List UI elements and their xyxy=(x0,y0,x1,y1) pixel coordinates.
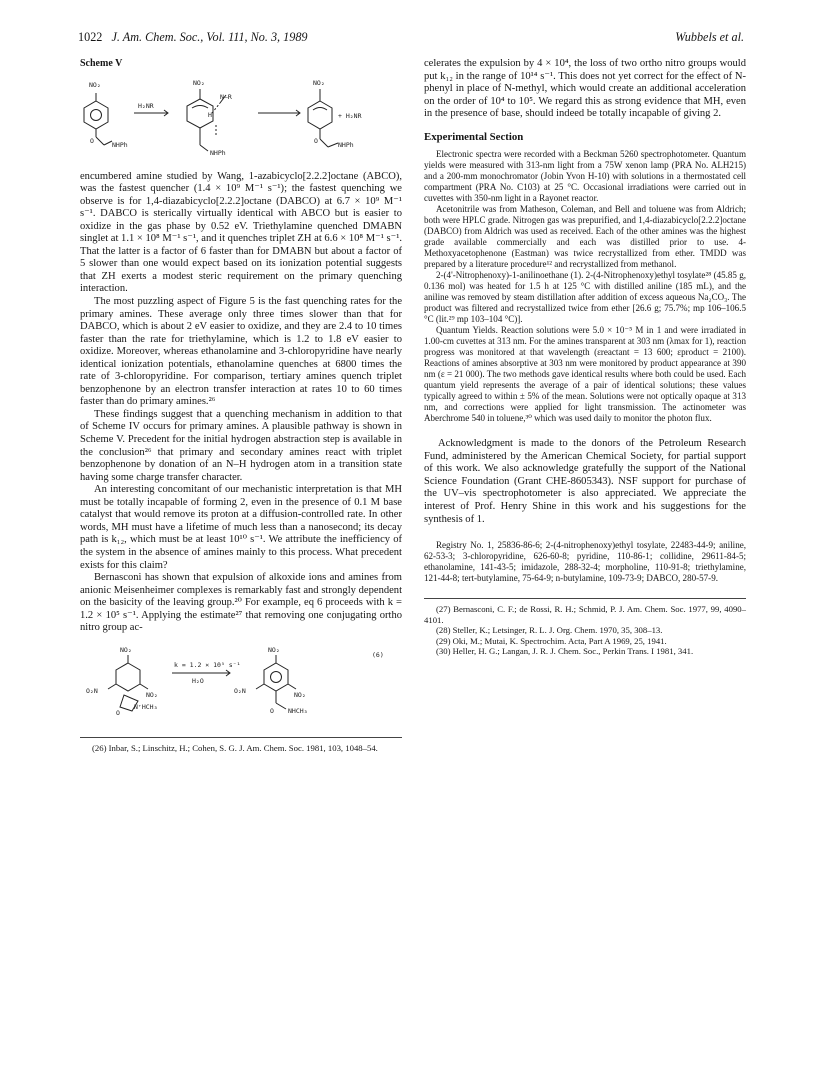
left-paragraph-4: An interesting concomitant of our mechanistic interpretation is that MH must be totally incapable of forming 2, even in the presence of 0.1 M base catalyst that would remove its proton at a diffusion-controlled rate. In other words, MH must have a lifetime of much less than a nanosecond; its decay path is k₁₂, which must be at least 10¹⁰ s⁻¹. We attribute the inefficiency of the system in the absence of amines mainly to this process. What precedent exists for this claim? xyxy=(80,484,402,571)
scheme-label: Scheme V xyxy=(80,58,123,69)
scheme-no2-label-2: NO₂ xyxy=(193,78,205,87)
scheme-ring-1-aromatic xyxy=(91,109,102,120)
eq-nhch3: NHCH₃ xyxy=(288,706,308,715)
experimental-paragraph-2: Acetonitrile was from Matheson, Coleman, and Bell and toluene was from Aldrich; both were HPLC grade. Nitrogen gas was prepurified, and 1,4-diazabicyclo[2.2.2]octane (DABCO) from Aldrich was used as received. Each of the other amines was the highest grade available commercially and each was distilled prior to use. 4-Methoxyacetophenone (Eastman) was twice recrystallized from ether. TMDD was prepared by a literature procedure¹² and recrystallized from methanol. xyxy=(424,204,746,270)
left-paragraph-5: Bernasconi has shown that expulsion of alkoxide ions and amines from anionic Meisenheimer complexes is remarkably fast and strongly dependent on the basicity of the leaving group.²⁰ For example, eq 6 proceeds with k = 1.2 × 10⁵ s⁻¹. Applying the estimate²⁷ that removing one conjugating ortho nitro group ac- xyxy=(80,572,402,634)
footnote-27: (27) Bernasconi, C. F.; de Rossi, R. H.; Schmid, P. J. Am. Chem. Soc. 1977, 99, 4090–4101. xyxy=(424,604,746,625)
eq-no2-top-1: NO₂ xyxy=(120,645,132,654)
eq-o2n-1: O₂N xyxy=(86,686,98,695)
left-paragraph-2: The most puzzling aspect of Figure 5 is the fast quenching rates for the primary amines. These average only three times slower than that for DABCO, which is about 2 eV easier to oxidize, and they are 2.4 to 10 times faster than the rate for triethylamine, which is 1.2 to 1.8 eV easier to oxidize. Moreover, whereas ethanolamine and 3-chloropyridine have nearly identical ionization potentials, ethanolamine quenches at 6800 times the rate of 3-chloropyridine. For comparison, tertiary amines quench triplet benzophenone by an electron transfer interaction at rates 10 to 60 times faster than do primary amines.²⁶ xyxy=(80,296,402,408)
registry-numbers xyxy=(424,540,746,584)
scheme-plus-reagent-label: + H₂NR xyxy=(338,111,362,120)
eq-o2n-2: O₂N xyxy=(234,686,246,695)
experimental-heading: Experimental Section xyxy=(424,130,524,143)
eq-number: (6) xyxy=(372,650,384,659)
right-footnotes xyxy=(424,598,746,657)
scheme-h-label: H xyxy=(208,110,212,119)
scheme-nhph-label-1: NHPh xyxy=(112,140,128,149)
scheme-v-figure xyxy=(76,73,402,165)
eq-nch3: N⁺HCH₃ xyxy=(134,702,158,711)
eq-o-1: O xyxy=(116,708,120,717)
eq-ring-2 xyxy=(264,663,288,691)
right-paragraph-1: celerates the expulsion by 4 × 10⁴, the loss of two ortho nitro groups would put k₁₂ in the range of 10¹⁴ s⁻¹. This does not yet correct for the effect of N-phenyl in place of N-methyl, which would create an additional acceleration on the order of 10⁴ to 10⁵. We regard this as strong evidence that MH, even in the presence of base, should indeed be totally incapable of giving 2. xyxy=(424,58,746,120)
footnote-28: (28) Steller, K.; Letsinger, R. L. J. Org. Chem. 1970, 35, 308–13. xyxy=(436,625,663,636)
scheme-o-label-3: O xyxy=(314,136,318,145)
eq-ring-1 xyxy=(116,663,140,691)
left-paragraph-3: These findings suggest that a quenching mechanism in addition to that of Scheme IV occurs for primary amines. A plausible pathway is shown in Scheme V. Precedent for the initial hydrogen abstraction step is available in the conclusion²⁶ that primary and secondary amines react with triplet benzophenone by donation of an N–H hydrogen atom in a transition state having some charge transfer character. xyxy=(80,408,402,483)
experimental-paragraph-4: Quantum Yields. Reaction solutions were 5.0 × 10⁻⁵ M in 1 and were irradiated in 1.00-cm cuvettes at 313 nm. For the amines transparent at 303 nm (λmax for 1), reaction progress was monitored at that wavelength (εreactant = 13 600; εproduct = 2100). Reactions of amines absorptive at 303 nm were monitored by product appearance at 390 nm (ε = 21 000). The two methods gave identical results where both could be used. Each quantum yield represents the average of a pair of identical solutions; these values typically agreed to within ± 5% of the mean. Solutions were not optically opaque at 313 nm, and corrections were applied for light transmission. The actinometer was Aberchrome 540 in toluene,³⁰ which was used daily to monitor the photon flux. xyxy=(424,325,746,424)
left-paragraph-1: encumbered amine studied by Wang, 1-azabicyclo[2.2.2]octane (ABCO), was the fastest quencher (1.4 × 10⁹ M⁻¹ s⁻¹); the fastest quenching we observe is for 1,4-diazabicyclo[2.2.2]octane (DABCO) at 6.7 × 10⁹ M⁻¹ s⁻¹. DABCO is sterically virtually identical with ABCO but is easier to oxidize in the gas phase by 0.52 eV. Triethylamine quenched DMABN singlet at 1.1 × 10⁸ M⁻¹ s⁻¹, and it quenches triplet ZH at 6.6 × 10⁸ M⁻¹ s⁻¹. That the latter is a factor of 6 faster than for DMABN but about a factor of 5 slower than one would expect based on its ionization potential suggests that ZH exerts a modest steric requirement on the primary quenching interaction. xyxy=(80,170,402,295)
scheme-nr-label: N—R xyxy=(220,92,232,101)
scheme-no2-label-3: NO₂ xyxy=(313,78,325,87)
eq-o-2: O xyxy=(270,706,274,715)
eq-no2-top-2: NO₂ xyxy=(268,645,280,654)
page-number: 1022 xyxy=(78,30,103,44)
eq-no2-right-2: NO₂ xyxy=(294,690,306,699)
scheme-nhph-label-3: NHPh xyxy=(338,140,354,149)
journal-name: J. Am. Chem. Soc., xyxy=(111,30,204,44)
scheme-ring-1 xyxy=(84,101,108,129)
left-column xyxy=(80,58,402,753)
right-column xyxy=(424,58,746,657)
scheme-o-label-1: O xyxy=(90,136,94,145)
left-footnotes xyxy=(80,737,402,754)
running-head-authors: Wubbels et al. xyxy=(675,30,744,44)
experimental-paragraph-3: 2-(4'-Nitrophenoxy)-1-anilinoethane (1). 2-(4-Nitrophenoxy)ethyl tosylate²⁸ (45.85 g, 0.136 mol) was heated for 1.5 h at 125 °C with distilled aniline (185 mL), and the aniline was removed by steam distillation after addition of excess aqueous Na₂CO₃. The product was filtered and recrystallized twice from ether [26.6 g; 75.7%; mp 106–106.5 °C (lit.²⁹ mp 103–104 °C)]. xyxy=(424,270,746,325)
footnote-26: (26) Inbar, S.; Linschitz, H.; Cohen, S. G. J. Am. Chem. Soc. 1981, 103, 1048–54. xyxy=(92,742,378,753)
scheme-no2-label-1: NO₂ xyxy=(89,80,101,89)
registry-text: Registry No. 1, 25836-86-6; 2-(4-nitrophenoxy)ethyl tosylate, 22483-44-9; aniline, 62-53-3; 3-chloropyridine, 626-60-8; pyridine, 110-86-1; collidine, 29611-84-5; ethanolamine, 141-43-5; imidazole, 288-32-4; morpholine, 110-91-8; triethylamine, 121-44-8; tert-butylamine, 75-64-9; n-butylamine, 109-73-9; DABCO, 280-57-9. xyxy=(424,540,746,584)
eq-solvent: H₂O xyxy=(192,676,204,685)
experimental-paragraph-1: Electronic spectra were recorded with a Beckman 5260 spectrophotometer. Quantum yields were measured with 313-nm light from a 75W xenon lamp (PRA No. ALH215) and a 200-mm monochromator (Jobin Yvon H-10) with solutions in a thermostated cell compartment (PRA No. C103) at 25 °C. Occasional irradiations were carried out in cuvettes with 350-nm light in a Rayonet reactor. xyxy=(424,149,746,204)
running-head-left xyxy=(78,30,308,45)
acknowledgment: Acknowledgment is made to the donors of the Petroleum Research Fund, administered by the American Chemical Society, for partial support of this work. We also acknowledge gratefully the support of the National Science Foundation (Grant CHE-8605343). NSF support for purchase of the UV–vis spectrophotometer is also appreciated. We appreciate the interest of Prof. Henry Shine in this work and his suggestions for the synthesis of 1. xyxy=(424,438,746,525)
eq-no2-right-1: NO₂ xyxy=(146,690,158,699)
journal-volume: Vol. 111, No. 3, 1989 xyxy=(206,30,308,44)
footnote-30: (30) Heller, H. G.; Langan, J. R. J. Chem. Soc., Perkin Trans. I 1981, 341. xyxy=(436,646,694,657)
scheme-reagent-label: H₂NR xyxy=(138,101,154,110)
eq-rate: k = 1.2 × 10⁵ s⁻¹ xyxy=(174,660,241,669)
equation-6-figure xyxy=(80,643,402,725)
experimental-section xyxy=(424,149,746,424)
scheme-ring-3 xyxy=(308,101,332,129)
scheme-nhph-label-2: NHPh xyxy=(210,148,226,157)
footnote-29: (29) Oki, M.; Mutai, K. Spectrochim. Acta, Part A 1969, 25, 1941. xyxy=(436,635,667,646)
